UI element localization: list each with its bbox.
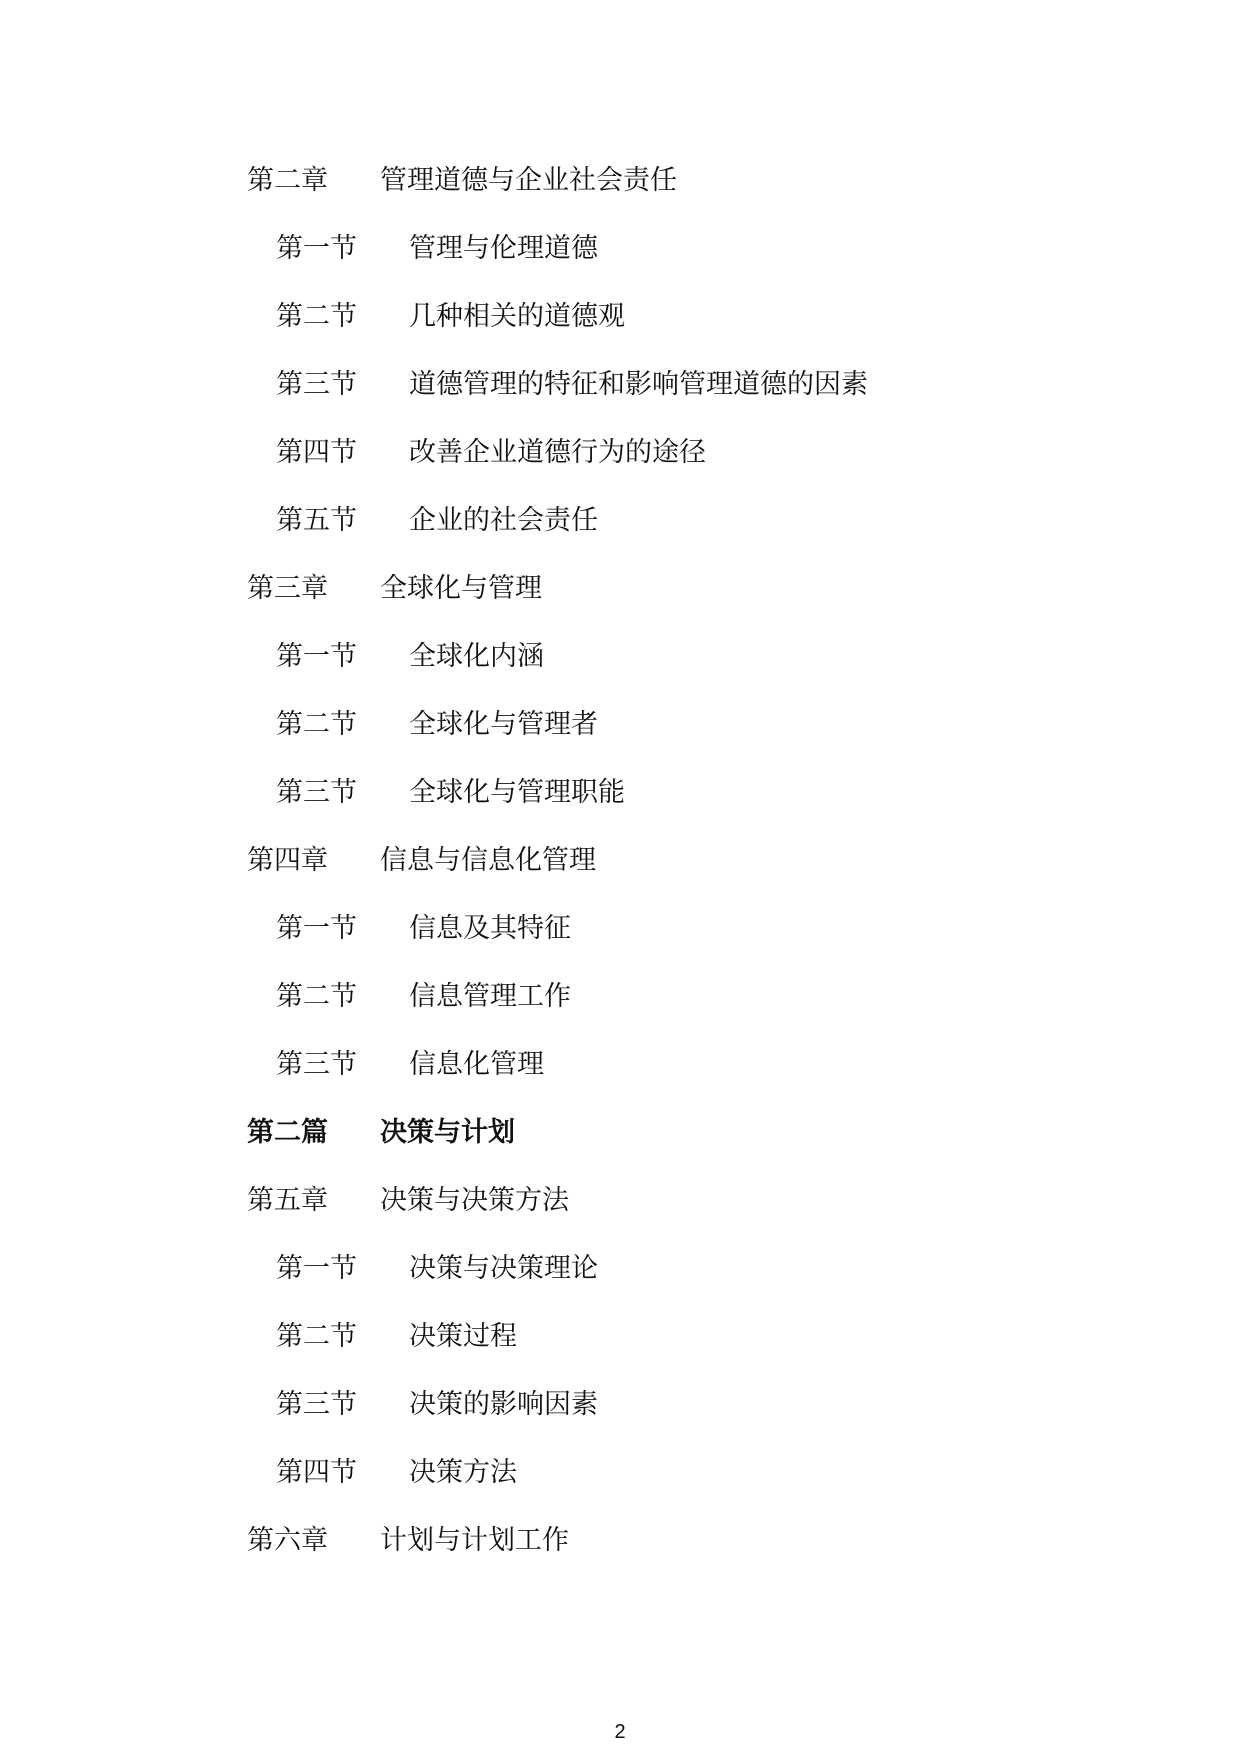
toc-title: 管理与伦理道德: [409, 233, 598, 264]
toc-title: 决策方法: [409, 1457, 517, 1488]
toc-title: 全球化与管理职能: [409, 777, 625, 808]
page-number: 2: [614, 1721, 626, 1743]
toc-number: 第三节: [276, 1389, 357, 1420]
toc-number: 第五节: [276, 505, 357, 536]
toc-number: 第一节: [276, 233, 357, 264]
toc-title: 决策与决策方法: [380, 1185, 569, 1216]
toc-number: 第一节: [276, 641, 357, 672]
toc-title: 几种相关的道德观: [409, 301, 625, 332]
toc-number: 第二节: [276, 981, 357, 1012]
toc-number: 第三节: [276, 777, 357, 808]
toc-title: 改善企业道德行为的途径: [409, 437, 706, 468]
toc-number: 第二节: [276, 1321, 357, 1352]
toc-number: 第二节: [276, 301, 357, 332]
toc-title: 全球化内涵: [409, 641, 544, 672]
toc-title: 信息化管理: [409, 1049, 544, 1080]
toc-number: 第一节: [276, 913, 357, 944]
toc-number: 第二篇: [247, 1117, 328, 1148]
toc-title: 企业的社会责任: [409, 505, 598, 536]
toc-number: 第六章: [247, 1525, 328, 1556]
toc-number: 第三节: [276, 1049, 357, 1080]
toc-title: 管理道德与企业社会责任: [380, 165, 677, 196]
toc-title: 决策与决策理论: [409, 1253, 598, 1284]
toc-title: 道德管理的特征和影响管理道德的因素: [409, 369, 868, 400]
toc-title: 信息与信息化管理: [380, 845, 596, 876]
toc-number: 第二节: [276, 709, 357, 740]
toc-title: 计划与计划工作: [380, 1525, 569, 1556]
toc-number: 第四节: [276, 1457, 357, 1488]
toc-number: 第一节: [276, 1253, 357, 1284]
toc-title: 信息管理工作: [409, 981, 571, 1012]
toc-number: 第三章: [247, 573, 328, 604]
toc-title: 信息及其特征: [409, 913, 571, 944]
toc-number: 第三节: [276, 369, 357, 400]
toc-number: 第五章: [247, 1185, 328, 1216]
toc-number: 第二章: [247, 165, 328, 196]
toc-number: 第四节: [276, 437, 357, 468]
toc-title: 全球化与管理: [380, 573, 542, 604]
toc-title: 决策过程: [409, 1321, 517, 1352]
toc-number: 第四章: [247, 845, 328, 876]
toc-title: 决策的影响因素: [409, 1389, 598, 1420]
toc-title: 全球化与管理者: [409, 709, 598, 740]
toc-title: 决策与计划: [380, 1117, 515, 1148]
